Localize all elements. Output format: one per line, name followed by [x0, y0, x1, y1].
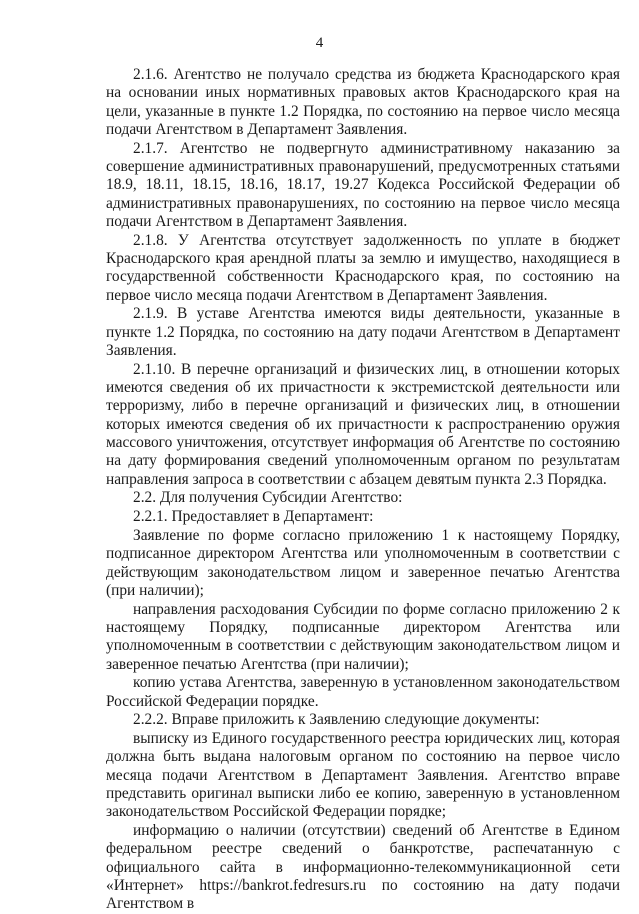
paragraph-2-1-9: 2.1.9. В уставе Агентства имеются виды деятельности, указанные в пункте 1.2 Порядка, по состоянию на дату подачи Агентством в Департамент Заявления.: [106, 305, 620, 359]
paragraph-2-1-7: 2.1.7. Агентство не подвергнуто административному наказанию за совершение административных правонарушений, предусмотренных статьями 18.9, 18.11, 18.15, 18.16, 18.17, 19.27 Кодекса Российской Федерации об административных правонарушениях, по состоянию на первое число месяца подачи Агентством в Департамент Заявления.: [106, 139, 620, 230]
paragraph-2-2-1: 2.2.1. Предоставляет в Департамент:: [133, 508, 374, 526]
list-item-spending-directions: направления расходования Субсидии по форме согласно приложению 2 к настоящему Порядку, подписанные директором Агентства или уполномоченным в соответствии с действующим законодательством лицом и заверенное печатью Агентства (при наличии);: [106, 600, 620, 673]
list-item-application: Заявление по форме согласно приложению 1 к настоящему Порядку, подписанное директором Агентства или уполномоченным в соответствии с действующим законодательством лицом и заверенное печатью Агентства (при наличии);: [106, 526, 620, 599]
list-item-egrul-extract: выписку из Единого государственного реестра юридических лиц, которая должна быть выдана налоговым органом по состоянию на первое число месяца подачи Агентством в Департамент Заявления. Агентство вправе представить оригинал выписки либо ее копию, заверенную в установленном законодательством Российской Федерации порядке;: [106, 730, 620, 821]
list-item-bankruptcy-info: информацию о наличии (отсутствии) сведений об Агентстве в Едином федеральном реестре сведений о банкротстве, распечатанную с официального сайта в информационно-телекоммуникационной сети «Интернет» https://bankrot.fedresurs.ru по состоянию на дату подачи Агентством в: [106, 822, 620, 913]
paragraph-2-1-10: 2.1.10. В перечне организаций и физических лиц, в отношении которых имеются сведения об их причастности к экстремистской деятельности или терроризму, либо в перечне организаций и физических лиц, в отношении которых имеются сведения об их причастности к распространению оружия массового уничтожения, отсутствует информация об Агентстве по состоянию на дату формирования сведений уполномоченным органом по результатам направления запроса в соответствии с абзацем девятым пункта 2.3 Порядка.: [106, 360, 620, 488]
page-number: 4: [315, 35, 324, 51]
list-item-charter-copy: копию устава Агентства, заверенную в установленном законодательством Российской Федерации порядке.: [106, 674, 620, 710]
paragraph-2-2-2: 2.2.2. Вправе приложить к Заявлению следующие документы:: [133, 711, 540, 729]
paragraph-2-1-6: 2.1.6. Агентство не получало средства из бюджета Краснодарского края на основании иных нормативных правовых актов Краснодарского края на цели, указанные в пункте 1.2 Порядка, по состоянию на первое число месяца подачи Агентством в Департамент Заявления.: [106, 66, 620, 138]
paragraph-2-2: 2.2. Для получения Субсидии Агентство:: [133, 489, 403, 507]
document-body: [106, 66, 620, 914]
paragraph-2-1-8: 2.1.8. У Агентства отсутствует задолженность по уплате в бюджет Краснодарского края арендной платы за землю и имущество, находящиеся в государственной собственности Краснодарского края, по состоянию на первое число месяца подачи Агентством в Департамент Заявления.: [106, 231, 620, 304]
